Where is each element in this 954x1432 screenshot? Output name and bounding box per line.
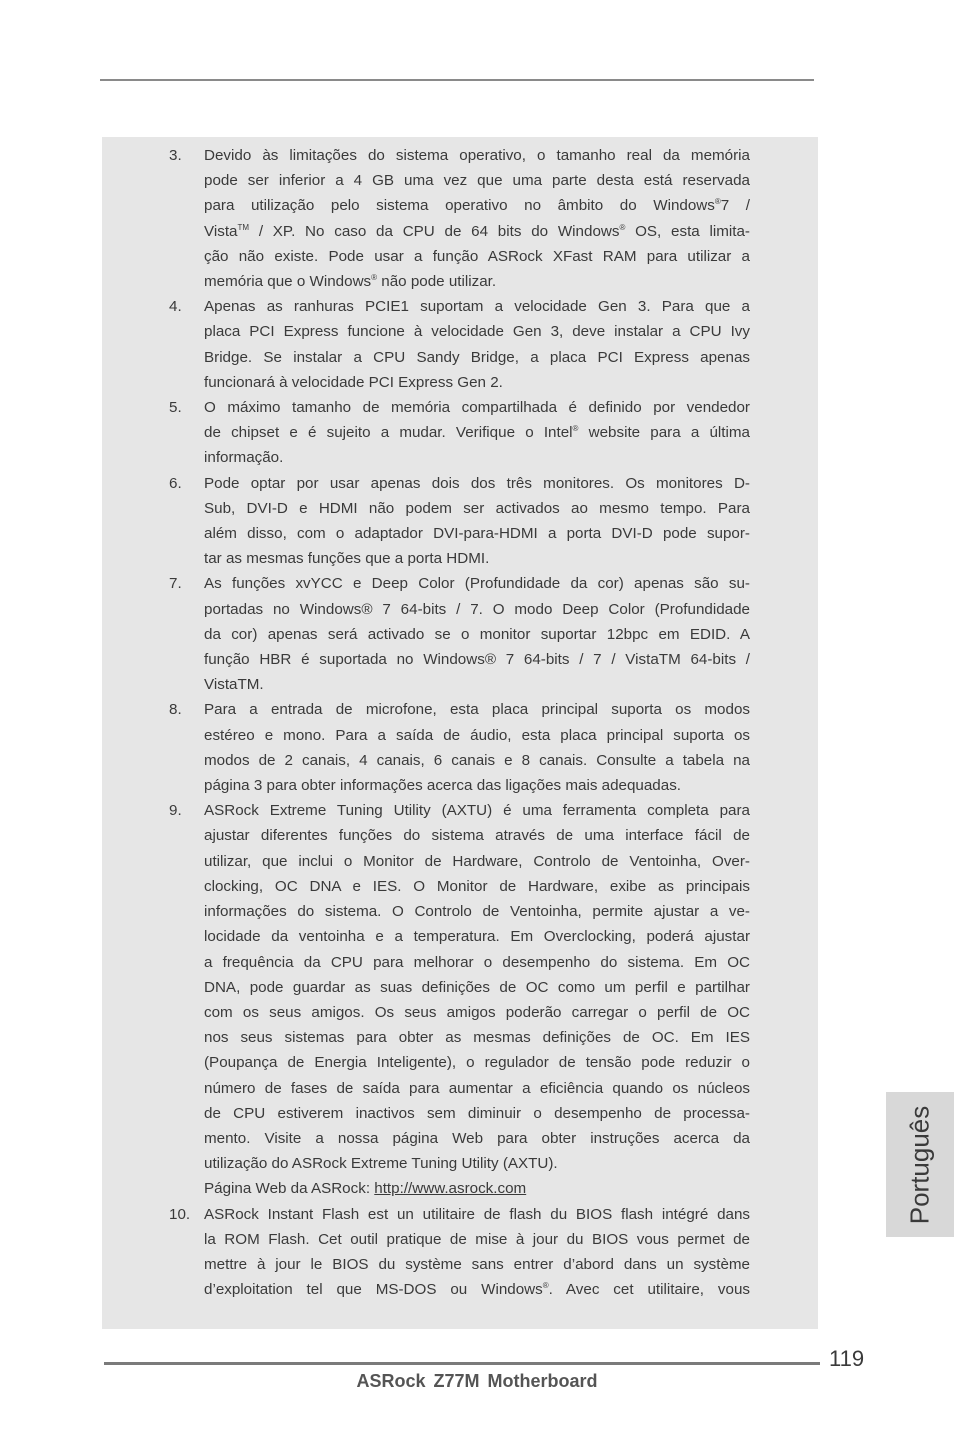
item-number: 10. [169,1205,191,1223]
item-number: 8. [169,701,182,719]
registered-mark: ® [714,197,721,207]
text-line: a frequência da CPU para melhorar o desempenho do sistema. Em OC [204,953,750,971]
item-number: 6. [169,474,182,492]
text-line: Apenas as ranhuras PCIE1 suportam a velocidade Gen 3. Para que a [204,298,750,316]
text-line: Pode optar por usar apenas dois dos três monitores. Os monitores D- [204,474,750,492]
text-line: clocking, OC DNA e IES. O Monitor de Hardware, exibe as principais [204,877,750,895]
text-line [204,269,750,294]
text-line: função HBR é suportada no Windows® 7 64-bits / 7 / VistaTM 64-bits / [204,651,750,669]
item-text [204,395,750,471]
page-number: 119 [829,1346,865,1371]
text-line: com os seus amigos. Os seus amigos poderão carregar o perfil de OC [204,1003,750,1021]
text-line: informações do sistema. O Controlo de Ventoinha, permite ajustar a ve- [204,903,750,921]
text-line: número de fases de saída para aumentar a eficiência quando os núcleos [204,1079,750,1097]
text-segment: website para a última [578,424,750,442]
text-line: informação. [204,449,284,467]
list-item [165,798,750,1201]
item-text [204,471,750,572]
text-line: utilização do ASRock Extreme Tuning Utility (AXTU). [204,1155,558,1173]
bottom-rule [104,1362,820,1365]
text-line: la ROM Flash. Cet outil pratique de mise à jour du BIOS vous permet de [204,1230,750,1248]
text-line: O máximo tamanho de memória compartilhada é definido por vendedor [204,399,750,417]
website-link[interactable]: http://www.asrock.com [374,1180,527,1198]
text-line: portadas no Windows® 7 64-bits / 7. O modo Deep Color (Profundidade [204,600,750,618]
list-item [165,1202,750,1303]
item-text [204,571,750,697]
item-text [204,143,750,294]
text-line: ajustar diferentes funções do sistema através de uma interface fácil de [204,827,750,845]
text-line: tar as mesmas funções que a porta HDMI. [204,550,490,568]
list-item [165,697,750,798]
text-line: Bridge. Se instalar a CPU Sandy Bridge, a placa PCI Express apenas [204,348,750,366]
footnote-list [165,143,750,1302]
text-line: Sub, DVI-D e HDMI não podem ser activados ao mesmo tempo. Para [204,499,750,517]
text-line: utilizar, que inclui o Monitor de Hardware, Controlo de Ventoinha, Over- [204,852,750,870]
text-line: Devido às limitações do sistema operativo, o tamanho real da memória [204,147,750,164]
website-line [204,1176,750,1201]
text-segment: Vista [204,222,238,240]
text-line: página 3 para obter informações acerca das ligações mais adequadas. [204,777,682,795]
text-line [204,420,750,445]
registered-mark: ® [371,273,378,283]
item-number: 4. [169,298,182,316]
text-line: modos de 2 canais, 4 canais, 6 canais e 8 canais. Consulte a tabela na [204,751,750,769]
registered-mark: ® [619,222,626,232]
text-line [204,219,750,244]
text-line: Para a entrada de microfone, esta placa principal suporta os modos [204,701,750,719]
list-item [165,294,750,395]
text-line: ção não existe. Pode usar a função ASRock XFast RAM para utilizar a [204,247,750,265]
text-line: locidade da ventoinha e a temperatura. Em Overclocking, poderá ajustar [204,928,750,946]
text-segment: para utilização pelo sistema operativo no âmbito do Windows [204,197,715,215]
item-number: 7. [169,575,182,593]
language-tab [886,1092,954,1237]
text-line: estéreo e mono. Para a saída de áudio, esta placa principal suporta os [204,726,750,744]
text-segment: . Avec cet utilitaire, vous [548,1281,750,1299]
text-segment: d’exploitation tel que MS-DOS ou Windows [204,1281,543,1299]
text-line: além disso, com o adaptador DVI-para-HDMI a porta DVI-D pode supor- [204,525,750,543]
text-line [204,1277,750,1302]
text-line: ASRock Instant Flash est un utilitaire de flash du BIOS flash intégré dans [204,1205,750,1223]
text-line: placa PCI Express funcione à velocidade Gen 3, deve instalar a CPU Ivy [204,323,750,341]
text-segment: 7 / [720,197,750,215]
text-line: nos seus sistemas para obter as mesmas definições de OC. Em IES [204,1029,750,1047]
text-segment: não pode utilizar. [377,273,497,291]
text-line: mento. Visite a nossa página Web para obter instruções acerca da [204,1129,750,1147]
item-text [204,697,750,798]
list-item [165,395,750,471]
text-line: (Poupança de Energia Inteligente), o regulador de tensão pode reduzir o [204,1054,750,1072]
text-line: As funções xvYCC e Deep Color (Profundidade da cor) apenas são su- [204,575,750,593]
text-line: de CPU estiverem inactivos sem diminuir o desempenho de processa- [204,1104,750,1122]
footer-title: ASRock Z77M Motherboard [356,1371,598,1391]
list-item [165,471,750,572]
text-segment: OS, esta limita- [625,222,750,240]
text-line: VistaTM. [204,676,264,694]
text-line: funcionará à velocidade PCI Express Gen 2. [204,373,503,391]
item-text [204,798,750,1201]
item-text [204,294,750,395]
text-line [204,193,750,218]
text-segment: de chipset e é sujeito a mudar. Verifique o Intel [204,424,573,442]
top-rule [100,79,814,81]
text-segment: / XP. No caso da CPU de 64 bits do Windows [249,222,620,240]
list-item [165,143,750,294]
website-label: Página Web da ASRock: [204,1180,375,1198]
text-segment: memória que o Windows [204,273,372,291]
item-number: 9. [169,802,182,820]
list-item [165,571,750,697]
registered-mark: ® [572,424,579,434]
text-line: da cor) apenas será activado se o monitor suportar 12bpc em EDID. A [204,625,750,643]
item-number: 5. [169,399,182,417]
text-line: mettre à jour le BIOS du système sans entrer d’abord dans un système [204,1255,750,1273]
item-text [204,1202,750,1303]
text-line: pode ser inferior a 4 GB uma vez que uma parte desta está reservada [204,172,750,190]
trademark-mark: TM [237,222,250,232]
text-line: DNA, pode guardar as suas definições de OC como um perfil e partilhar [204,978,750,996]
language-tab-label: Português [904,1105,935,1224]
registered-mark: ® [542,1281,549,1291]
item-number: 3. [169,147,182,164]
text-line: ASRock Extreme Tuning Utility (AXTU) é uma ferramenta completa para [204,802,750,820]
